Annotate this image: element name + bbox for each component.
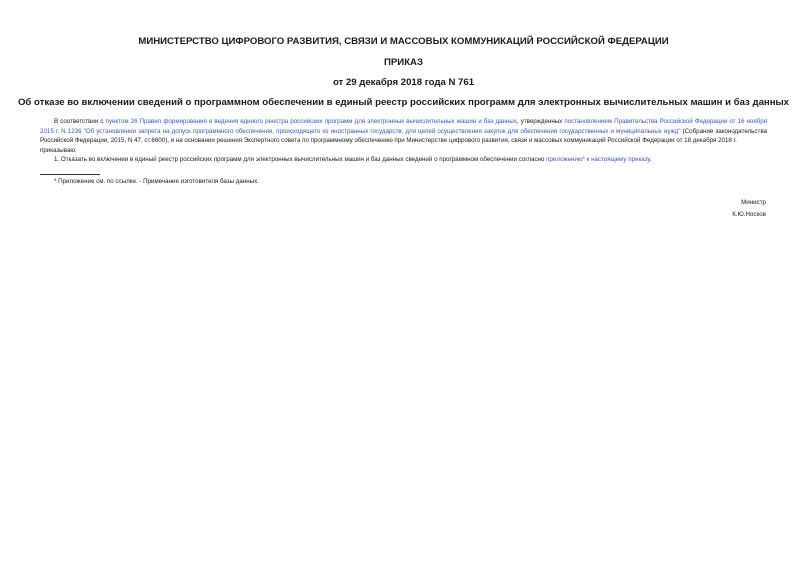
signature-position: Министр <box>741 199 766 206</box>
order-word: приказываю: <box>40 146 77 154</box>
item1-text-start: 1. Отказать во включении в единый реестр российских программ для электронных вычислительных машин и баз данных сведений о программном обеспечении согласно <box>54 156 547 164</box>
ministry-heading: МИНИСТЕРСТВО ЦИФРОВОГО РАЗВИТИЯ, СВЯЗИ И МАССОВЫХ КОММУНИКАЦИЙ РОССИЙСКОЙ ФЕДЕРАЦИИ <box>138 36 669 47</box>
preamble-text-start: В соответствии с <box>54 118 106 125</box>
order-item-1 <box>40 155 767 165</box>
preamble-paragraph <box>40 117 767 146</box>
resolution-link[interactable]: постановлением Правительства Российской Федерации от 16 ноября 2015 г. N 1236 "Об установлении запрета на допуск программного обеспечения, происходящего из иностранных государств, для целей осуществления закупок для обеспечения государственных и муниципальных нужд" <box>40 118 767 135</box>
document-date-number: от 29 декабря 2018 года N 761 <box>332 77 475 88</box>
appendix-link[interactable]: приложению* к настоящему приказу <box>546 156 650 164</box>
item1-text-end: . <box>649 156 652 164</box>
preamble-text-end: (Собрание законодательства Российской Федерации, 2015, N 47, ст.6600), и на основании решения Экспертного совета по программному обеспечению при Министерстве цифрового развития, связи и массовых коммуникаций Российской Федерации от 18 декабря 2018 г. <box>40 127 767 145</box>
signature-name: К.Ю.Носков <box>732 211 766 218</box>
footnote: * Приложение см. по ссылке. - Примечание изготовителя базы данных. <box>54 177 259 185</box>
footnote-divider <box>40 174 100 175</box>
document-type: ПРИКАЗ <box>384 57 423 68</box>
rules-link[interactable]: пунктом 26 Правил формирования и ведения единого реестра российских программ для электронных вычислительных машин и баз данных <box>105 118 517 125</box>
document-body <box>40 117 767 187</box>
document-title: Об отказе во включении сведений о программном обеспечении в единый реестр российских программ для электронных вычислительных машин и баз данных <box>17 97 790 108</box>
preamble-text-mid: , утвержденных <box>516 118 565 125</box>
